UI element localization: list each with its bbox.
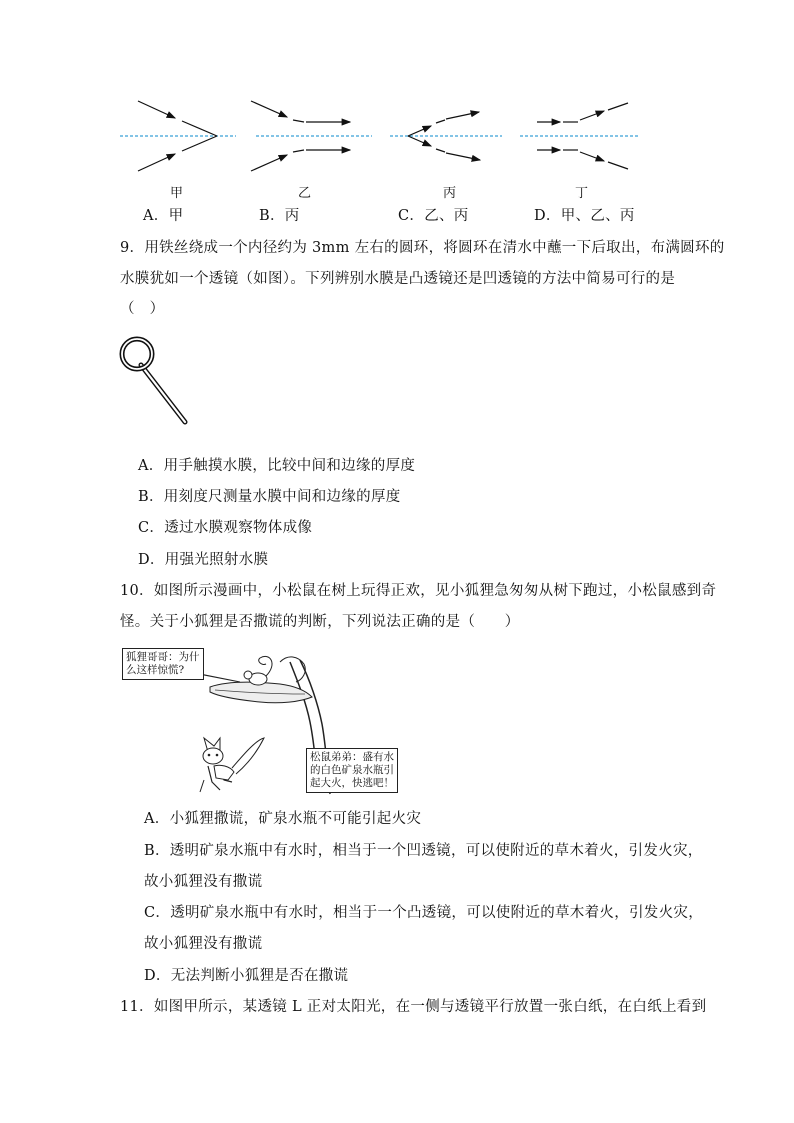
diagram-yi: [251, 101, 372, 171]
q8-option-c: C．乙、丙: [398, 208, 469, 224]
q11-stem-line1: 11．如图甲所示，某透镜 L 正对太阳光，在一侧与透镜平行放置一张白纸，在白纸上看到: [120, 999, 707, 1015]
fox-speech-line1: 松鼠弟弟：盛有水: [310, 751, 394, 763]
q10-option-b-line2: 故小狐狸没有撒谎: [144, 874, 263, 890]
q10-option-d: D．无法判断小狐狸是否在撒谎: [144, 968, 349, 984]
q10-option-b-line1: B．透明矿泉水瓶中有水时，相当于一个凹透镜，可以使附近的草木着火，引发火灾，: [144, 843, 703, 859]
diagram-bing: [390, 112, 502, 160]
squirrel-figure: [244, 656, 272, 685]
fox-speech-bubble: [306, 748, 398, 793]
wire-loop-figure: [115, 330, 205, 430]
q10-option-c-line2: 故小狐狸没有撒谎: [144, 936, 263, 952]
q10-stem-line2: 怪。关于小狐狸是否撒谎的判断，下列说法正确的是（ ）: [120, 614, 520, 630]
q9-stem-line1: 9．用铁丝绕成一个内径约为 3mm 左右的圆环，将圆环在清水中蘸一下后取出，布满圆环的: [120, 240, 725, 256]
q10-option-a: A．小狐狸撒谎，矿泉水瓶不可能引起火灾: [144, 811, 422, 827]
squirrel-speech-line1: 狐狸哥哥：为什: [126, 651, 200, 663]
q10-option-c-line1: C．透明矿泉水瓶中有水时，相当于一个凸透镜，可以使附近的草木着火，引发火灾，: [144, 905, 703, 921]
diagram-label-yi: 乙: [298, 186, 312, 201]
q8-option-a: A．甲: [143, 208, 184, 224]
q9-option-c: C．透过水膜观察物体成像: [138, 520, 313, 536]
diagram-label-ding: 丁: [575, 186, 589, 201]
q9-stem-line2: 水膜犹如一个透镜（如图）。下列辨别水膜是凸透镜还是凹透镜的方法中简易可行的是: [120, 271, 676, 287]
q8-option-d: D．甲、乙、丙: [534, 208, 635, 224]
squirrel-speech-line2: 么这样惊慌?: [126, 664, 185, 676]
q8-option-b: B．丙: [259, 208, 300, 224]
diagram-jia: [120, 101, 236, 171]
diagram-label-bing: 丙: [443, 186, 457, 201]
diagram-ding: [520, 103, 640, 169]
q10-stem-line1: 10．如图所示漫画中，小松鼠在树上玩得正欢，见小狐狸急匆匆从树下跑过，小松鼠感到奇: [120, 583, 717, 599]
ray-diagrams: [0, 0, 794, 200]
squirrel-speech-bubble: [122, 648, 204, 680]
q9-option-b: B．用刻度尺测量水膜中间和边缘的厚度: [138, 489, 401, 505]
fox-figure: [200, 738, 264, 792]
fox-speech-line3: 起大火，快逃吧！: [310, 777, 394, 789]
fox-speech-line2: 的白色矿泉水瓶引: [310, 764, 394, 776]
q9-option-d: D．用强光照射水膜: [138, 552, 269, 568]
diagram-label-jia: 甲: [170, 186, 184, 201]
q9-stem-line3: （ ）: [120, 301, 165, 317]
q9-option-a: A．用手触摸水膜，比较中间和边缘的厚度: [138, 458, 416, 474]
